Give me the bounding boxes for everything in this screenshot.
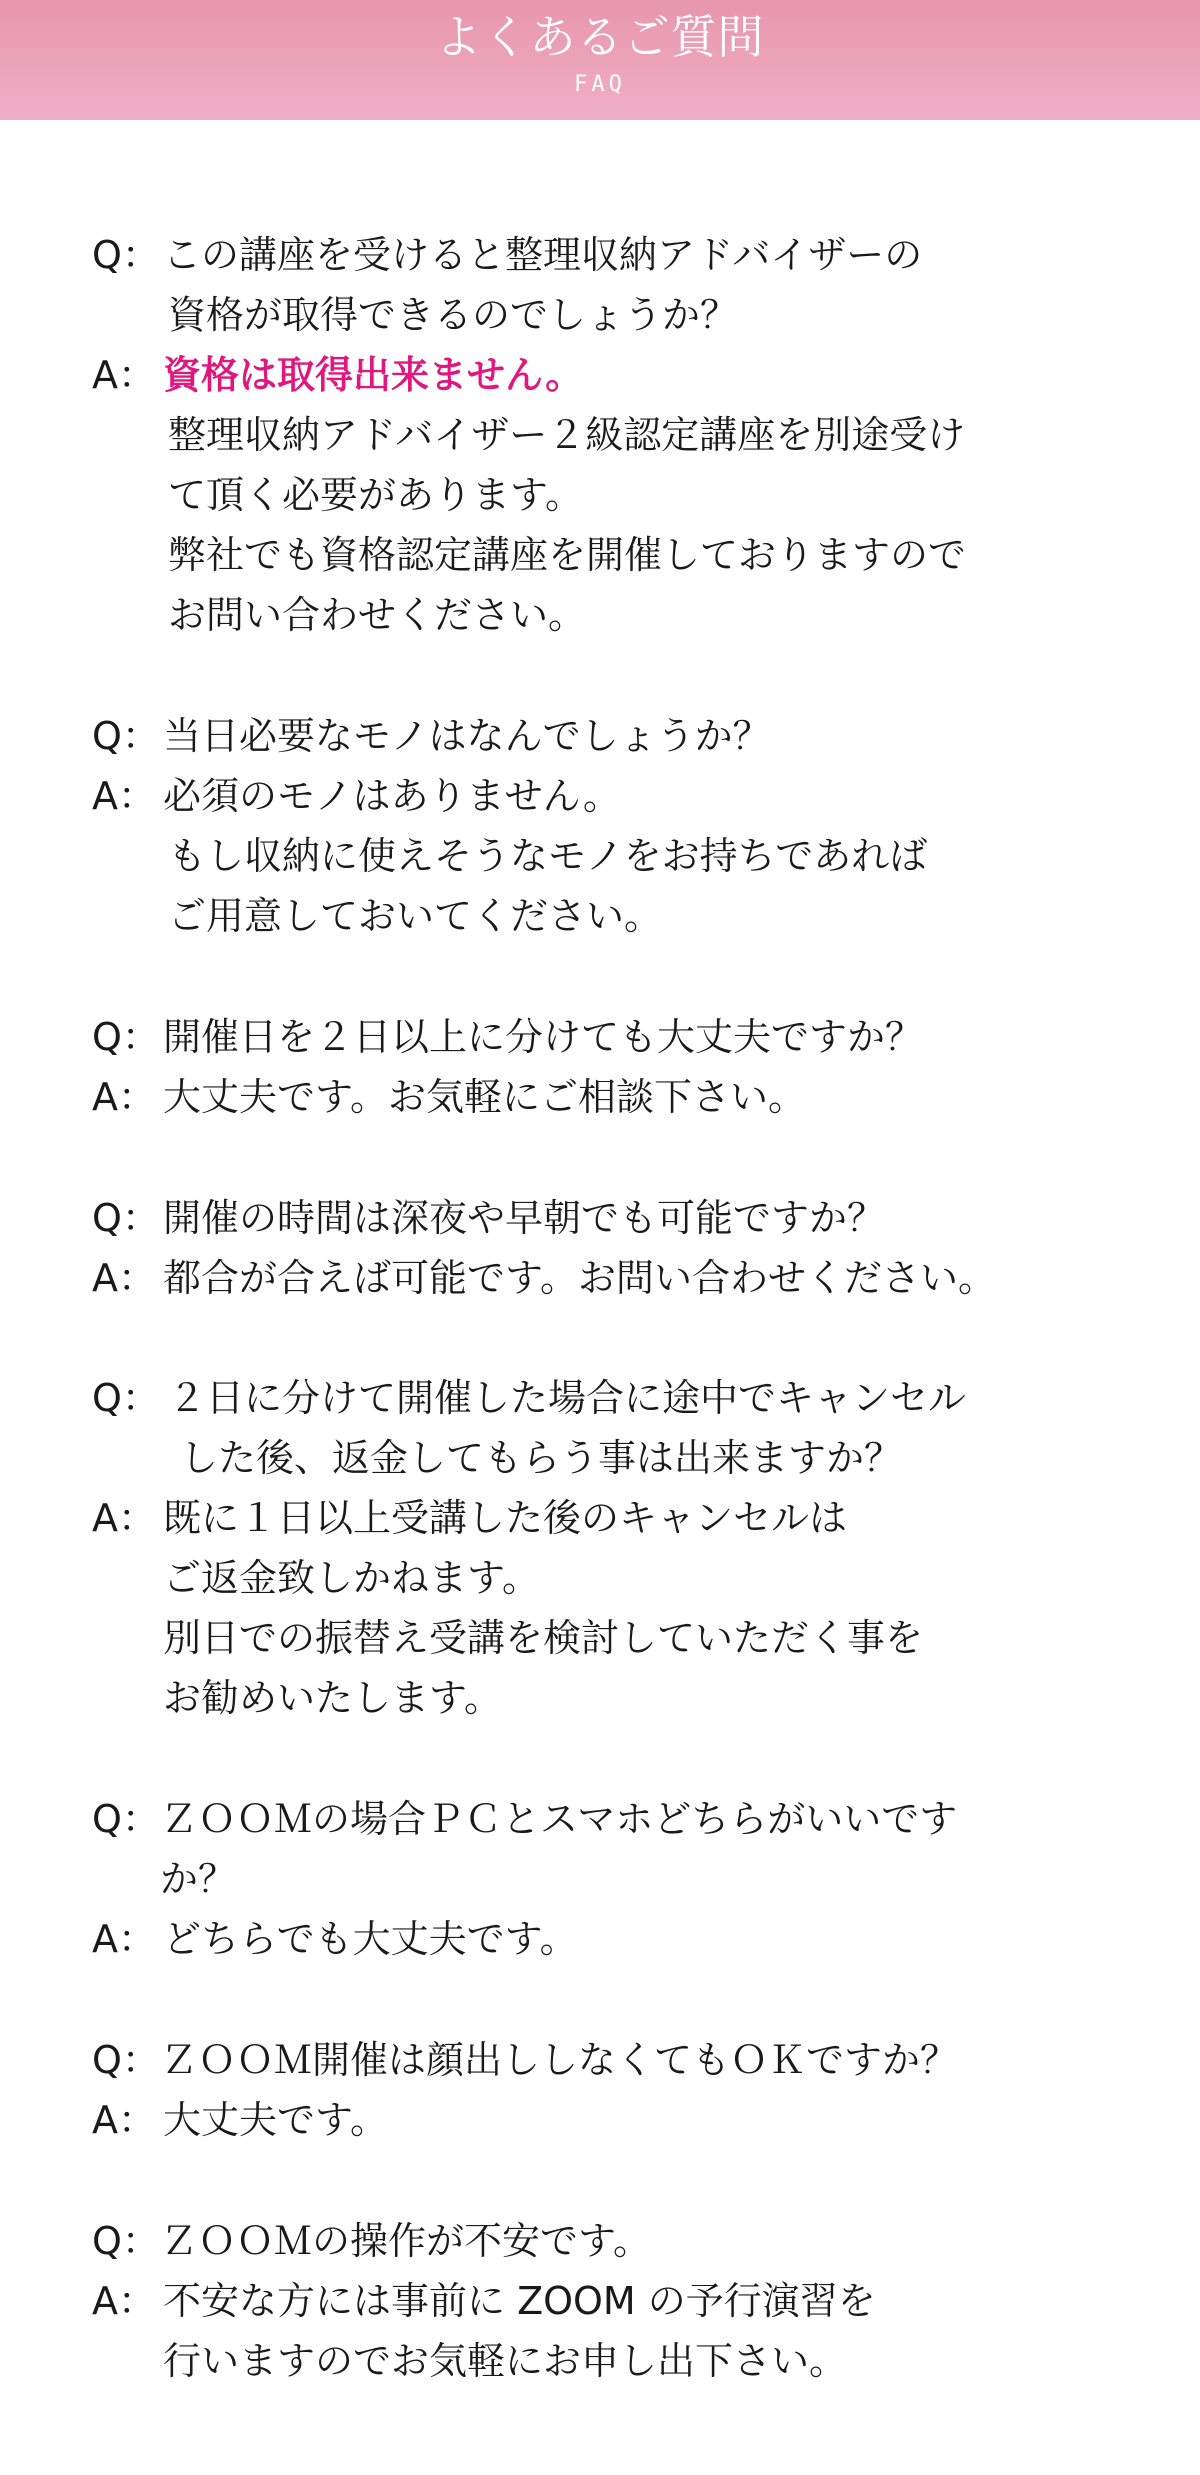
answer-text: 弊社でも資格認定講座を開催しておりますので — [168, 533, 967, 577]
faq-question-line: Q： ＺＯＯＭの場合ＰＣとスマホどちらがいいです — [0, 1789, 1200, 1849]
faq-question-line: Q： この講座を受けると整理収納アドバイザーの — [0, 225, 1200, 285]
question-text: この講座を受けると整理収納アドバイザーの — [163, 233, 923, 277]
faq-question-line — [0, 285, 1200, 345]
question-text: か？ — [160, 1857, 237, 1901]
answer-text: 都合が合えば可能です。お問い合わせください。 — [163, 1256, 996, 1300]
answer-text: 整理収納アドバイザー２級認定講座を別途受け — [168, 413, 966, 457]
answer-text: 別日での振替え受講を検討していただく事を — [163, 1616, 924, 1660]
faq-question-line: Q： 開催日を２日以上に分けても大丈夫ですか？ — [0, 1007, 1200, 1067]
faq-answer-line: A： 必須のモノはありません。 — [0, 766, 1200, 826]
question-text: ＺＯＯＭ開催は顔出ししなくてもＯＫですか？ — [160, 2038, 959, 2082]
answer-text: ご返金致しかねます。 — [163, 1556, 540, 1600]
answer-text: ご用意しておいてください。 — [168, 894, 663, 938]
faq-answer-line — [0, 1548, 1200, 1608]
faq-answer-line — [0, 465, 1200, 525]
answer-highlight: 資格は取得出来ません。 — [163, 353, 584, 397]
answer-text: どちらでも大丈夫です。 — [163, 1917, 578, 1961]
question-text: ＺＯＯＭの場合ＰＣとスマホどちらがいいです — [160, 1797, 958, 1841]
faq-question-line: Q： ＺＯＯＭの操作が不安です。 — [0, 2211, 1200, 2271]
faq-answer-line — [0, 2331, 1200, 2391]
answer-text: 既に１日以上受講した後のキャンセルは — [163, 1496, 848, 1540]
faq-answer-line: A： どちらでも大丈夫です。 — [0, 1909, 1200, 1969]
answer-text: 大丈夫です。お気軽にご相談下さい。 — [163, 1075, 806, 1119]
faq-answer-line — [0, 1608, 1200, 1668]
answer-text: お勧めいたします。 — [163, 1676, 502, 1720]
faq-question-line — [0, 1428, 1200, 1488]
faq-answer-line — [0, 1668, 1200, 1728]
faq-answer-line: A： 大丈夫です。お気軽にご相談下さい。 — [0, 1067, 1200, 1127]
faq-answer-line — [0, 826, 1200, 886]
faq-answer-line — [0, 585, 1200, 645]
faq-answer-line — [0, 525, 1200, 585]
faq-answer-line: A： 大丈夫です。 — [0, 2090, 1200, 2150]
answer-text: 必須のモノはありません。 — [163, 774, 621, 818]
answer-text: 不安な方には事前に ZOOM の予行演習を — [163, 2279, 876, 2323]
faq-answer-line: A： 既に１日以上受講した後のキャンセルは — [0, 1488, 1200, 1548]
answer-text: 大丈夫です。 — [163, 2098, 388, 2142]
faq-question-line: Q： 開催の時間は深夜や早朝でも可能ですか？ — [0, 1188, 1200, 1248]
faq-answer-line: A： 都合が合えば可能です。お問い合わせください。 — [0, 1248, 1200, 1308]
faq-answer-line — [0, 886, 1200, 946]
faq-question-line: Q： 当日必要なモノはなんでしょうか？ — [0, 706, 1200, 766]
question-text: ＺＯＯＭの操作が不安です。 — [160, 2219, 651, 2263]
page-subtitle: FAQ — [574, 72, 626, 97]
question-text: 開催日を２日以上に分けても大丈夫ですか？ — [163, 1015, 924, 1059]
faq-answer-line: A： 不安な方には事前に ZOOM の予行演習を — [0, 2271, 1200, 2331]
page-title: よくあるご質問 — [435, 10, 765, 64]
answer-text: もし収納に使えそうなモノをお持ちであれば — [168, 834, 928, 878]
faq-question-line: Q： ＺＯＯＭ開催は顔出ししなくてもＯＫですか？ — [0, 2030, 1200, 2090]
faq-question-line: Q： ２日に分けて開催した場合に途中でキャンセル — [0, 1368, 1200, 1428]
question-text: した後、返金してもらう事は出来ますか？ — [180, 1436, 903, 1480]
faq-question-line — [0, 1849, 1200, 1909]
faq-answer-line: A： 資格は取得出来ません。 — [0, 345, 1200, 405]
question-text: 当日必要なモノはなんでしょうか？ — [163, 714, 771, 758]
question-text: 開催の時間は深夜や早朝でも可能ですか？ — [163, 1196, 886, 1240]
page-header — [0, 0, 1200, 120]
answer-text: 行いますのでお気軽にお申し出下さい。 — [163, 2339, 848, 2383]
faq-answer-line — [0, 405, 1200, 465]
answer-text: お問い合わせください。 — [168, 593, 587, 637]
question-text: ２日に分けて開催した場合に途中でキャンセル — [168, 1376, 967, 1420]
answer-text: て頂く必要があります。 — [168, 473, 583, 517]
question-text: 資格が取得できるのでしょうか？ — [168, 293, 739, 337]
